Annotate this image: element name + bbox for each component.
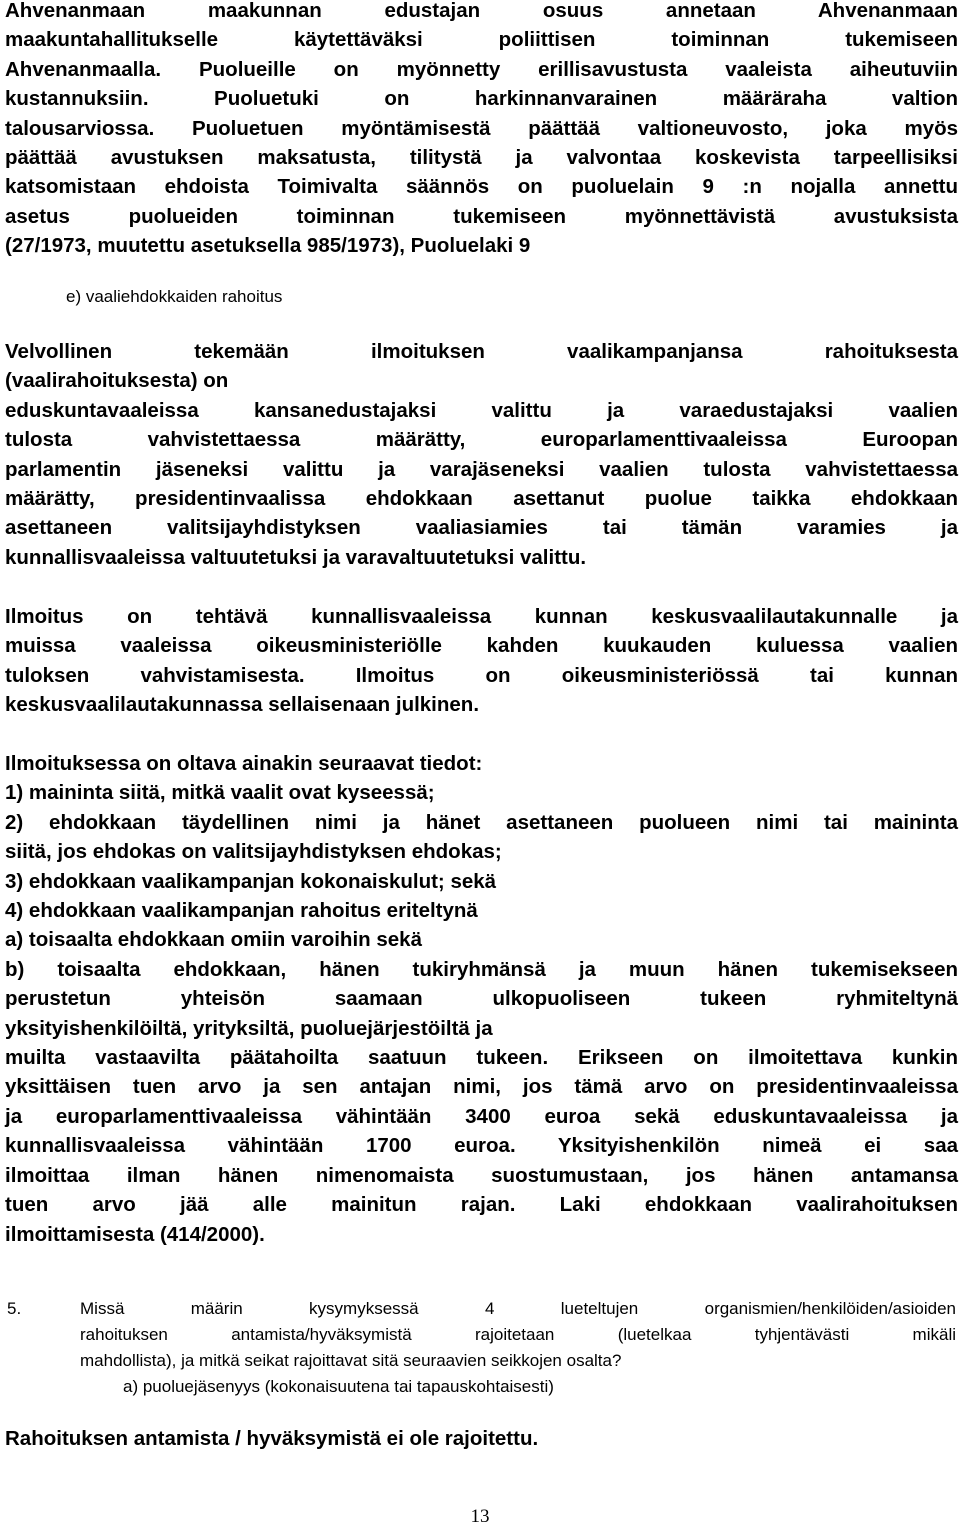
page-number-text: 13: [470, 1506, 490, 1527]
answer-text: [5, 1424, 958, 1453]
text-line: muissa vaaleissa oikeusministeriölle kahden kuukauden kuluessa vaalien: [5, 634, 958, 658]
question-text: [80, 1296, 956, 1400]
question-number: 5.: [7, 1299, 22, 1318]
text-line: ja europarlamenttivaaleissa vähintään 3400 euroa sekä eduskuntavaaleissa ja: [5, 1104, 958, 1128]
question-line: mahdollista), ja mitkä seikat rajoittavat sitä seuraavien seikkojen osalta?: [80, 1351, 622, 1370]
list-item: b) toisaalta ehdokkaan, hänen tukiryhmänsä ja muun hänen tukemisekseen: [5, 957, 958, 981]
text-line: asetus puolueiden toiminnan tukemiseen myönnettävistä avustuksista: [5, 204, 958, 228]
text-line: tuloksen vahvistamisesta. Ilmoitus on oikeusministeriössä tai kunnan: [5, 663, 958, 687]
text-line: (vaalirahoituksesta) on: [5, 369, 229, 393]
text-line: (27/1973, muutettu asetuksella 985/1973), Puoluelaki 9: [5, 234, 531, 258]
text-line: asettaneen valitsijayhdistyksen vaaliasiamies tai tämän varamies ja: [5, 516, 958, 540]
question-5: [5, 1296, 958, 1400]
text-line: kunnallisvaaleissa vähintään 1700 euroa. Yksityishenkilön nimeä ei saa: [5, 1134, 958, 1158]
text-line: Ilmoituksessa on oltava ainakin seuraavat tiedot:: [5, 752, 483, 775]
text-line: tulosta vahvistettaessa määrätty, europarlamenttivaaleissa Euroopan: [5, 428, 958, 452]
text-line: yksittäisen tuen arvo ja sen antajan nimi, jos tämä arvo on presidentinvaaleissa: [5, 1075, 958, 1099]
text-line: eduskuntavaaleissa kansanedustajaksi valittu ja varaedustajaksi vaalien: [5, 398, 958, 422]
text-line: Velvollinen tekemään ilmoituksen vaalikampanjansa rahoituksesta: [5, 340, 958, 363]
text-line: muilta vastaavilta päätahoilta saatuun tukeen. Erikseen on ilmoitettava kunkin: [5, 1046, 958, 1070]
text-line: Ahvenanmaalla. Puolueille on myönnetty erillisavustusta vaaleista aiheutuviin: [5, 57, 958, 81]
text-line: ilmoittamisesta (414/2000).: [5, 1222, 265, 1246]
text-line: talousarviossa. Puoluetuen myöntämisestä päättää valtioneuvosto, joka myös: [5, 116, 958, 140]
text-line: kustannuksiin. Puoluetuki on harkinnanvarainen määräraha valtion: [5, 87, 958, 111]
list-item: 1) maininta siitä, mitkä vaalit ovat kyseessä;: [5, 781, 435, 805]
text-line: päättää avustuksen maksatusta, tilitystä ja valvontaa koskevista tarpeellisiksi: [5, 146, 958, 170]
text-line: tuen arvo jää alle mainitun rajan. Laki ehdokkaan vaalirahoituksen: [5, 1193, 958, 1217]
question-line: rahoituksen antamista/hyväksymistä rajoitetaan (luetelkaa tyhjentävästi mikäli: [80, 1325, 956, 1344]
text-line: Ilmoitus on tehtävä kunnallisvaaleissa kunnan keskusvaalilautakunnalle ja: [5, 605, 958, 628]
text-line: perustetun yhteisön saamaan ulkopuoliseen tukeen ryhmiteltynä: [5, 987, 958, 1011]
question-subitem: a) puoluejäsenyys (kokonaisuutena tai tapauskohtaisesti): [123, 1377, 554, 1396]
text-line: katsomistaan ehdoista Toimivalta säännös on puoluelain 9 :n nojalla annettu: [5, 175, 958, 199]
subsection-e-label: e) vaaliehdokkaiden rahoitus: [66, 287, 283, 306]
subsection-heading: [66, 287, 666, 307]
text-line: maakuntahallitukselle käytettäväksi poliittisen toiminnan tukemiseen: [5, 28, 958, 52]
submission-paragraph: [5, 602, 958, 720]
list-item: 4) ehdokkaan vaalikampanjan rahoitus eriteltynä: [5, 899, 478, 923]
text-line: kunnallisvaaleissa valtuutetuksi ja varavaltuutetuksi valittu.: [5, 545, 587, 569]
answer-line: Rahoituksen antamista / hyväksymistä ei ole rajoitettu.: [5, 1427, 539, 1450]
intro-paragraph: [5, 0, 958, 261]
list-item: 3) ehdokkaan vaalikampanjan kokonaiskulut; sekä: [5, 869, 497, 893]
text-line: siitä, jos ehdokas on valitsijayhdistyksen ehdokas;: [5, 840, 502, 864]
contents-paragraph: [5, 749, 958, 1249]
question-line: Missä määrin kysymyksessä 4 lueteltujen organismien/henkilöiden/asioiden: [80, 1299, 956, 1318]
text-line: ilmoittaa ilman hänen nimenomaista suostumustaan, jos hänen antamansa: [5, 1163, 958, 1187]
text-line: määrätty, presidentinvaalissa ehdokkaan asettanut puolue taikka ehdokkaan: [5, 487, 958, 511]
text-line: keskusvaalilautakunnassa sellaisenaan julkinen.: [5, 693, 480, 717]
text-line: Ahvenanmaan maakunnan edustajan osuus annetaan Ahvenanmaan: [5, 0, 958, 22]
text-line: parlamentin jäseneksi valittu ja varajäseneksi vaalien tulosta vahvistettaessa: [5, 457, 958, 481]
page-number: [0, 1506, 960, 1528]
list-item: a) toisaalta ehdokkaan omiin varoihin sekä: [5, 928, 422, 952]
text-line: yksityishenkilöiltä, yrityksiltä, puoluejärjestöiltä ja: [5, 1016, 493, 1040]
obligation-paragraph: [5, 337, 958, 572]
list-item: 2) ehdokkaan täydellinen nimi ja hänet asettaneen puolueen nimi tai maininta: [5, 810, 958, 834]
